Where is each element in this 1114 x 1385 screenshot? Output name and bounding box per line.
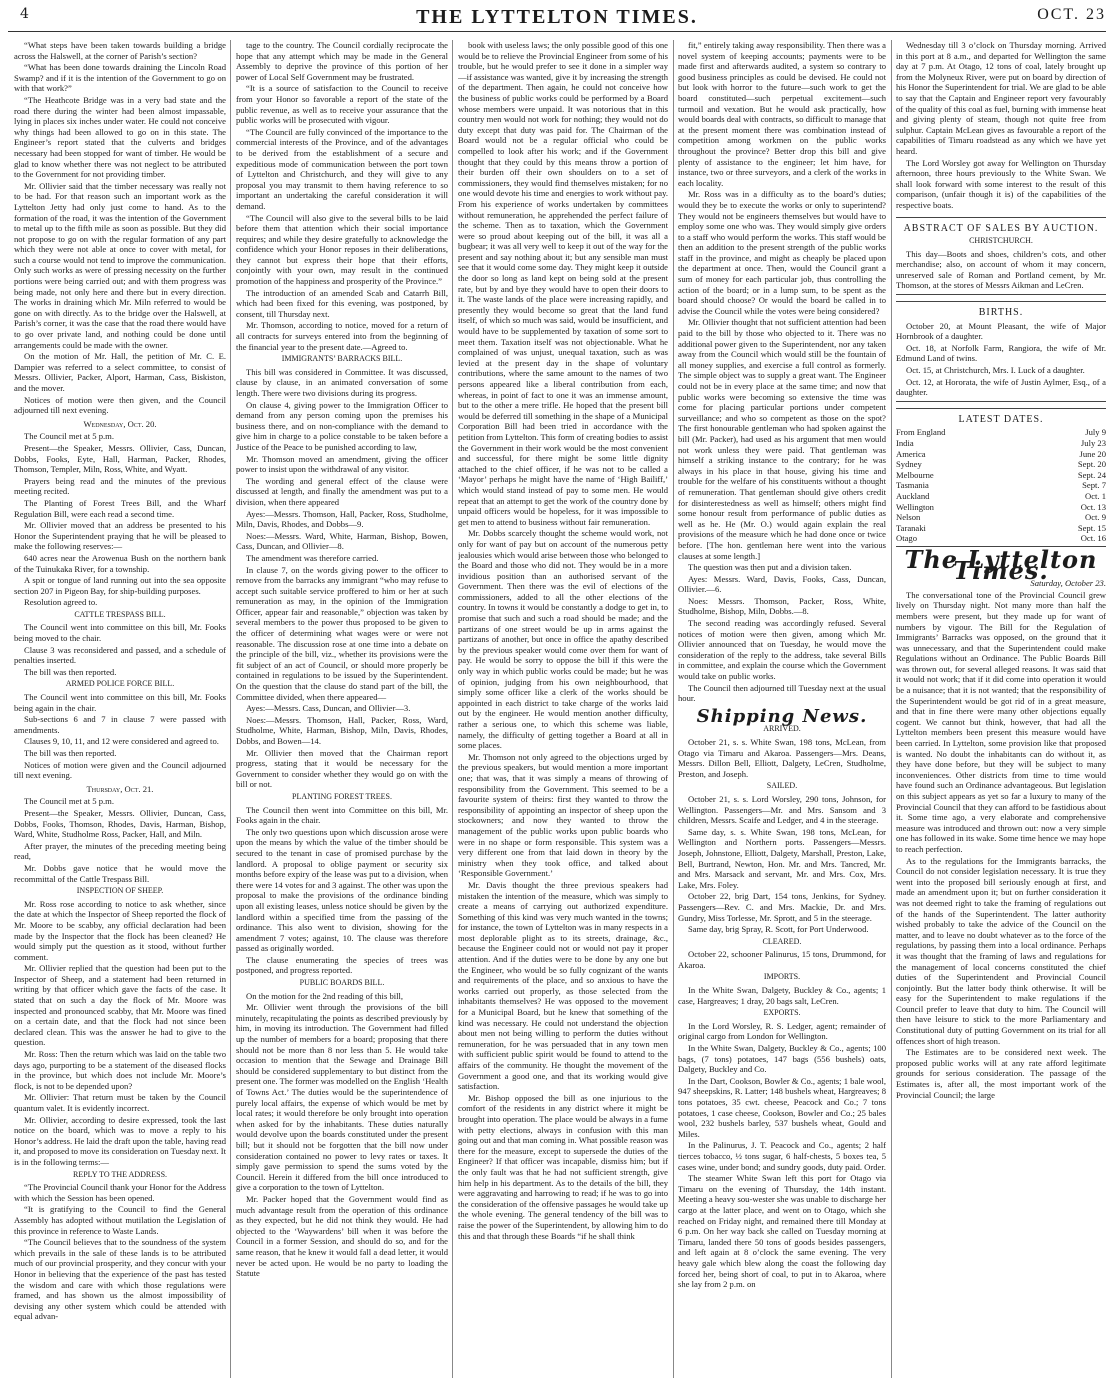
- date-row: [896, 512, 1106, 523]
- section-heading: LATEST DATES.: [958, 413, 1044, 425]
- date-row: [896, 449, 1106, 460]
- paragraph: The Council then adjourned till Tuesday next at the usual hour.: [678, 682, 886, 704]
- paragraph: Present—the Speaker, Messrs. Ollivier, Cass, Duncan, Dobbs, Fooks, Eyte, Hall, Harman, Packer, Rhodes, Thomson, Templer, Miln, Ross, White, and Wyatt.: [14, 442, 226, 475]
- paragraph: Mr. Packer hoped that the Government would find as much advantage result from the operation of this ordinance as they expected, but he did not think they would. He had objected to the ‘Waywardens’ bill when it was before the Council in a former Session, and should do so, and for the same reason, that he knew it would fall a dead letter, it would never be acted upon. He would be no party to loading the Statute: [236, 1193, 448, 1279]
- page-number: 4: [20, 6, 29, 22]
- paragraph: Noes:—Messrs. Thomson, Hall, Packer, Ross, Ward, Studholme, White, Harman, Bishop, Miln, Davis, Rhodes, Dobbs, and Bowen—14.: [236, 714, 448, 746]
- paragraph: The bill was then reported.: [24, 666, 117, 677]
- column-divider: [891, 40, 892, 1378]
- auction-box: [896, 217, 1106, 296]
- paragraph: tage to the country. The Council cordially reciprocate the hope that any attempt which may be made in the General Assembly to deprive the province of this portion of her power of Local Self Government may be frustrated.: [236, 40, 448, 82]
- paragraph: Mr. Dobbs scarcely thought the scheme would work, not only for want of pay but on account of the numerous petty jealousies which would arise between those who belonged to the Board and those who did not. They would be in a more invidious position than an authorised servant of the Government. Then there was the evil of elections of the commissioners, added to all the other elections of the country. In towns it would be constantly a dodge to get in, to promise that such and such a road should be made; and the partizans of one street would be up in arms against the partizans of another, but once in office the apathy described by the previous speaker would come over them for want of pay. He would be sorry to oppose the bill if this were the only way in which public works could be made; but he was of opinion, judging from his own neighbourhood, that simply some officer like a clerk of the works should be appointed in each district to take charge of the works laid out by the engineer. He would mention another difficulty, rather a serious one, to which this scheme was liable, namely, the difficulty of getting together a Board at all in some places.: [458, 528, 668, 751]
- date-place: Melbourne: [896, 469, 934, 480]
- paragraph: October 22, schooner Palinurus, 15 tons, Drummond, for Akaroa.: [678, 949, 886, 970]
- date-row: [896, 533, 1106, 544]
- paragraph: Same day, s. s. White Swan, 198 tons, McLean, for Wellington and Northern ports. Passengers—Messrs. Joseph, Johnstone, Elliott, Dalgety, Marshall, Preston, Lake, Bell, Burtrand, Newton, Hon. Mr. and Mrs. Tancred, Mr. and Mrs. Marsack and servant, Mr. and Mrs. Cox, Mrs. Lake, Mrs. Foley.: [678, 826, 886, 890]
- paragraph: Mr. Ollivier thought that not sufficient attention had been paid to the bill by those who objected to it. There was no additional power given to the Superintendent, nor any taken away from the Council which would still be the fountain of all money supplies, and exercise a full control as formerly. The simple object was to supply a great want. The Engineer could not be in every place at the same time; and now that public works were becoming so extensive the time was come for placing particular portions under competent surveillance; and who so competent as those on the spot? The first honourable gentleman who had spoken against the bill (Mr. Packer), had used as his argument that men would not work unless they were paid. That gentleman was himself a striking instance to the contrary; for he was always in his place in that house, giving his time and trouble for the welfare of his constituents without a thought of remuneration. That gentleman should give others credit for disinterestedness as well as himself; others might find some honour result from performance of public duties as well as he. He (Mr. O.) would again explain the real provisions of the measure which he had done once or twice before. [The hon. gentleman here went into the various clauses at some length.]: [678, 317, 886, 561]
- paragraph: A spit or tongue of land running out into the sea opposite section 207 in Pigeon Bay, for ship-building purposes.: [14, 575, 226, 596]
- date-row: [896, 523, 1106, 534]
- paragraph: The wording and general effect of the clause were discussed at length, and finally the amendment was put to a division, when there appeared: [236, 475, 448, 507]
- paragraph: The clause enumerating the species of trees was postponed, and progress reported.: [236, 954, 448, 976]
- date-place: Taranaki: [896, 522, 926, 533]
- paragraph: The Council went into committee on this bill, Mr. Fooks being again in the chair.: [14, 692, 226, 713]
- date-place: Wellington: [896, 501, 934, 512]
- paragraph: “The Heathcote Bridge was in a very bad state and the road there during the winter had been almost impassable, lying in places six inches under water. He could not conceive why things had been allowed to go on in this state. The Engineer’s report stated that the culverts and bridges necessary had been stopped for want of timber. He would be glad to know whether there was not neglect to be attributed to the Government for not providing timber.: [14, 94, 226, 180]
- section-heading: CHRISTCHURCH.: [969, 236, 1033, 246]
- section-heading: EXPORTS.: [763, 1008, 801, 1018]
- paragraph: Wednesday till 3 o’clock on Thursday morning. Arrived in this port at 8 a.m., and departed for Wellington the same day at 7 p.m. At Otago, 12 tons of coal, lately brought up from the Molyneux River, were put on board by direction of his Honor the Superintendent for trial. We are glad to be able to say that the Captain and Engineer report very favourably of the quality of this coal as fuel, burning with immense heat and giving plenty of steam, though not quite free from sulphur. Captain McLean gives as favourable a report of the capabilities of Timaru roadstead as any which we have yet heard.: [896, 40, 1106, 156]
- column-divider: [230, 40, 231, 1378]
- paragraph: Oct. 12, at Hororata, the wife of Justin Aylmer, Esq., of a daughter.: [896, 376, 1106, 398]
- paragraph: The conversational tone of the Provincial Council grew lively on Thursday night. Not many more than half the members were present, but they made up for want of numbers by vigour. The Bill for the Regulation of Immigrants’ Barracks was opposed, on the ground that it was unnecessary, and that the Superintendent could make Regulations without an Ordinance. The Public Boards Bill was thrown out, for several alleged reasons. It was said that it would not work; that if it did come into operation it would be a nuisance; that it is not wanted; that the responsibility of the Superintendent would be got rid of in a great measure, and that in fine there were many other objections equally cogent. We cannot but think, however, that had all the Lyttelton members been present this measure would have been carried. In Lyttelton, some provision like that proposed is wanted. No doubt the inhabitants can do without it, as they have done before, but they will be subject to many inconveniences. Other districts from time to time would have found such an Ordinance advantageous. But legislation on this subject appears as yet so far a luxury to many of the Provincial Council that they can afford to be fastidious about it. Some time ago, a very elaborate and comprehensive measure was introduced and thrown out: now a very simple one has followed in its wake. Some time hence we may hope to reach perfection.: [896, 589, 1106, 854]
- paragraph: The Lord Worsley got away for Wellington on Thursday afternoon, three hours previously to the White Swan. We shall look forward with some interest to the result of this comparison, (unfair though it is) of the capabilities of the respective boats.: [896, 157, 1106, 210]
- date-value: Oct. 16: [1080, 533, 1106, 544]
- paragraph: The Council met at 5 p.m.: [24, 431, 114, 442]
- paragraph: After prayer, the minutes of the preceding meeting being read,: [14, 840, 226, 862]
- date-value: Sept. 24: [1077, 469, 1106, 480]
- header-rule: [8, 31, 1106, 32]
- editorial-masthead: The Lyttelton Times.: [904, 544, 1098, 585]
- date-row: [896, 480, 1106, 491]
- section-heading: Thursday, Oct. 21.: [86, 783, 154, 794]
- column-3: [458, 40, 668, 1380]
- paragraph: “The Council are fully convinced of the importance to the commercial interests of the Province, and of the advantages to be derived from the establishment of a secure and expeditious mode of communication between the port town of Lyttelton and Christchurch, and they will give to any proposal you may transmit to them having reference to so important an undertaking the careful consideration it will demand.: [236, 126, 448, 211]
- date-place: India: [896, 438, 914, 448]
- paragraph: Oct. 15, at Christchurch, Mrs. I. Luck of a daughter.: [906, 365, 1085, 376]
- paragraph: The introduction of an amended Scab and Catarrh Bill, which had been fixed for this evening, was postponed, by consent, till Thursday next.: [236, 287, 448, 319]
- births-box: [896, 301, 1106, 402]
- col1-paras: [14, 40, 226, 416]
- paragraph: Mr. Ollivier went through the provisions of the bill minutely, recapitulating the points as described previously by him, in moving its introduction. The Government had filled up the number of members for a board; proposing that there should not be more than 8 nor less than 5. He would take occasion to mention that the Sewage and Drainage Bill should be considered supplementary to but distinct from the present one. The former was modelled on the English ‘Health of Towns Act.’ The duties would be the superintendence of purely local affairs, the expense of which would be met by local rates; it would therefore be only brought into operation when asked for by the inhabitants. These duties naturally would devolve upon the boards constituted under the present bill; but it should not be forgotten that the bill now under consideration contained no power to levy rates or taxes. It simply gave permission to spend the sums voted by the Council. Herein it differed from the bill once introduced to give a corporation to the town of Lyttelton.: [236, 1002, 448, 1193]
- paragraph: October 22, brig Dart, 154 tons, Jenkins, for Sydney. Passengers—Rev. C. and Mrs. Mackie, Dr. and Mrs. Gundry, Miss Torlesse, Mr. Sprott, and 5 in the steerage.: [678, 891, 886, 923]
- paragraph: Noes:—Messrs. Ward, White, Harman, Bishop, Bowen, Cass, Duncan, and Ollivier—8.: [236, 530, 448, 552]
- paragraph: “The Provincial Council thank your Honor for the Address with which the Session has been opened.: [14, 1182, 226, 1203]
- latest-dates-list: [896, 427, 1106, 544]
- section-heading: REPLY TO THE ADDRESS.: [72, 1169, 168, 1179]
- section-heading: ARRIVED.: [763, 724, 801, 734]
- paragraph: The bill was then reported.: [24, 748, 117, 758]
- newspaper-title: THE LYTTELTON TIMES.: [416, 6, 698, 28]
- paragraph: Noes: Messrs. Thomson, Packer, Ross, White, Studholme, Bishop, Miln, Dobbs.—8.: [678, 595, 886, 617]
- paragraph: “The Council believes that to the soundness of the system which prevails in the sale of these lands is to be attributed much of our provincial prosperity, and they concur with your Honor in believing that the experience of the past has tested the wisdom and care with which those regulations were framed, and has shown us the almost impossibility of devising any other system which could be attended with equal advan-: [14, 1237, 226, 1322]
- paragraph: “What has been done towards draining the Lincoln Road Swamp? and if it is the intention of the Government to go on with that work?”: [14, 62, 226, 94]
- section-heading: PLANTING FOREST TREES.: [292, 791, 392, 801]
- column-2: [236, 40, 448, 1380]
- date-value: Oct. 1: [1084, 490, 1106, 501]
- paragraph: Mr. Ross rose according to notice to ask whether, since the date at which the Inspector of Sheep reported the flock of Mr. Moore to be scabby, any official declaration had been made by the Inspector that the flock has been cleaned? He would simply put the question as it stood, without further comment.: [14, 898, 226, 962]
- paragraph: Ayes:—Messrs. Cass, Duncan, and Ollivier—3.: [246, 703, 411, 714]
- paragraph: “It is a source of satisfaction to the Council to receive from your Honor so favorable a report of the state of the public revenue, as well as to receive your assurance that the public works will be prosecuted with vigour.: [236, 83, 448, 126]
- section-heading: Wednesday, Oct. 20.: [83, 418, 157, 429]
- section-heading: CATTLE TRESPASS BILL.: [74, 609, 166, 619]
- paragraph: Resolution agreed to.: [24, 597, 98, 608]
- paragraph: Mr. Bishop opposed the bill as one injurious to the comfort of the residents in any district where it might be brought into operation. The place would be always in a fume with petty elections, always in confusion with this man going out and that man coming in. What possible reason was there for the measure, except to supersede the duties of the Engineer? If that officer was incapable, dismiss him; but if the only fault was that he had not sufficient strength, give him help in his department. As to the details of the bill, they were aggravating and harrowing to read; if he was to go into the consideration of the offensive passages he would take up the whole evening. The general tendency of the bill was to raise the power of the Superintendent, by allowing him to do this and that through these Boards “if he shall think: [458, 1092, 668, 1241]
- section-heading: BIRTHS.: [978, 307, 1024, 319]
- paragraph: Present—the Speaker, Messrs. Ollivier, Duncan, Cass, Dobbs, Fooks, Thomson, Rhodes, Davis, Harman, Bishop, Ward, White, Studholme Ross, Packer, Hall, and Miln.: [14, 807, 226, 840]
- paragraph: Mr. Ollivier, according to desire expressed, took the last notice on the board, which was to move a reply to his Honor’s address. He laid the draft upon the table, having read it, and proposed to move its consideration on Tuesday next. It is in the following terms:—: [14, 1114, 226, 1167]
- date-place: From England: [896, 427, 946, 438]
- paragraph: In the Dart, Cookson, Bowler & Co., agents; 1 bale wool, 947 sheepskins, R. Latter; 148 bushels wheat, Hargreaves; 8 tons potatoes, 35 cwt. cheese, Peacock and Co.; 7 tons potatoes, 1 case cheese, Cookson, Bowler and Co.; 25 bales wool, 232 bushels barley, 537 bushels wheat, Gould and Miles.: [678, 1075, 886, 1139]
- paragraph: Ayes:—Messrs. Thomson, Hall, Packer, Ross, Studholme, Miln, Davis, Rhodes, and Dobbs—9.: [236, 508, 448, 530]
- shipping-news-heading: Shipping News.: [696, 705, 868, 727]
- section-heading: IMMIGRANTS’ BARRACKS BILL.: [281, 354, 403, 364]
- date-value: Oct. 13: [1080, 501, 1106, 512]
- paragraph: The only two questions upon which discussion arose were upon the means by which the value of the timber should be secured to the tenant in case of promised purchase by the landlord. A proposal to oblige payment or security six months before expiry of the lease was put to a division, when there were 14 votes for and 3 against. The other was upon the proposal to make the provisions of the ordinance binding upon all existing leases, unless notice should be given by the landlord within a specified time from the passing of the ordinance. This also went to division, showing for the amendment 7 votes; against, 10. The clause was therefore passed as originally worded.: [236, 826, 448, 954]
- date-row: [896, 427, 1106, 438]
- date-place: Auckland: [896, 490, 930, 501]
- date-place: America: [896, 448, 926, 459]
- section-heading: INSPECTION OF SHEEP.: [76, 886, 164, 896]
- section-heading: ABSTRACT OF SALES BY AUCTION.: [903, 222, 1099, 234]
- paragraph: On the motion for the 2nd reading of this bill,: [246, 990, 404, 1001]
- paragraph: Clauses 9, 10, 11, and 12 were considered and agreed to.: [24, 736, 219, 747]
- paragraph: The amendment was therefore carried.: [246, 552, 379, 563]
- paragraph: Sub-sections 6 and 7 in clause 7 were passed with amendments.: [14, 714, 226, 735]
- date-value: Sept. 15: [1077, 522, 1106, 533]
- paragraph: This bill was considered in Committee. It was discussed, clause by clause, in an animated conversation of some length. There were two divisions during its progress.: [236, 366, 448, 398]
- paragraph: Mr. Dobbs gave notice that he would move the recommittal of the Cattle Trespass Bill.: [14, 862, 226, 884]
- column-divider: [673, 40, 674, 1378]
- paragraph: The steamer White Swan left this port for Otago via Timaru on the evening of Thursday, the 14th instant. Meeting a heavy sou-wester she was unable to discharge her cargo at the latter place, and went on to Otago, which she reached on Friday night, and remained there till Monday at 6 p.m. On her way back she called on Tuesday morning at Timaru, landed there 50 tons of goods besides passengers, and left again at 8 o’clock the same evening. The very heavy gale which blew along the coast the following day forced her, being short of coal, to put in to Akaroa, where she lay from 2 p.m. on: [678, 1173, 886, 1290]
- date-place: Tasmania: [896, 480, 929, 491]
- date-value: June 20: [1079, 448, 1106, 459]
- paragraph: Ayes: Messrs. Ward, Davis, Fooks, Cass, Duncan, Ollivier.—6.: [678, 573, 886, 595]
- date-place: Otago: [896, 533, 918, 544]
- paragraph: The second reading was accordingly refused. Several notices of motion were then given, among which Mr. Ollivier announced that on Tuesday, he would move the consideration of the reply to the address, take several Bills in committee, and explain the course which the Government would take on public works.: [678, 618, 886, 682]
- paragraph: Clause 3 was reconsidered and passed, and a schedule of penalties inserted.: [14, 644, 226, 666]
- column-5: [896, 40, 1106, 1380]
- issue-date: OCT. 23: [1037, 6, 1106, 23]
- column-4: [678, 40, 886, 1380]
- paragraph: “What steps have been taken towards building a bridge across the Halswell, at the corner of Parish’s section?: [14, 40, 226, 61]
- section-heading: PUBLIC BOARDS BILL.: [299, 978, 385, 988]
- paragraph: Mr. Thomson not only agreed to the objections urged by the previous speakers, but would mention a more important one; that was, that it was simply a means of throwing of responsibility from the Government. This seemed to be a favourite system of theirs: first they wanted to throw the responsibility of appointing an inspector of sheep upon the stockowners; and now they wanted to throw the management of the public works upon public boards who were in no shape or form responsible. This system was a very different one from that laid down in theory by the ministry when they took office, and talked about ‘Responsible Government.’: [458, 751, 668, 879]
- paragraph: The Planting of Forest Trees Bill, and the Wharf Regulation Bill, were each read a second time.: [14, 497, 226, 519]
- date-row: [896, 459, 1106, 470]
- column-divider: [452, 40, 453, 1378]
- section-heading: SAILED.: [766, 781, 798, 791]
- paragraph: This day—Boots and shoes, children’s cots, and other merchandise; also, on account of whom it may concern, unreserved sale of Roman and Portland cement, by Mr. Thomson, at the stores of Messrs Aikman and LeCren.: [896, 248, 1106, 291]
- date-value: July 23: [1080, 438, 1106, 448]
- paragraph: Same day, brig Spray, R. Scott, for Port Underwood.: [688, 924, 869, 935]
- paragraph: The Council went into committee on this bill, Mr. Fooks being moved to the chair.: [14, 622, 226, 644]
- paragraph: The Estimates are to be considered next week. The proposed public works will at any rate afford legitimate grounds for serious consideration. The passage of the Estimates is, after all, the most important work of the Provincial Council; the large: [896, 1047, 1106, 1100]
- paragraph: 640 acres near the Arowenua Bush on the northern bank of the Tuinukaka River, for a township.: [14, 552, 226, 574]
- paragraph: “It is gratifying to the Council to find the General Assembly has adopted without mutilation the Legislation of this province in reference to Waste Lands.: [14, 1204, 226, 1236]
- paragraph: book with useless laws; the only possible good of this one would be to relieve the Provincial Engineer from some of his trouble, but he would prefer to see it done in a simpler way—if assistance was wanted, give it by increasing the strength of the department. Then again, he could not conceive how the business of public works could be performed by a Board whose members were unpaid. It was notorious that in this country men would not work for nothing; they would not do duty except that duty was paid for. The Chairman of the Board would not be a regular official who could be compelled to look after his work; and if the Government thought that they could by this means throw a portion of their burden off their own shoulders on to a set of commissioners, they would find themselves mistaken; for no one would devote his time and energies to work without pay. From his experience of works undertaken by committees without remuneration, he apprehended the perfect failure of the scheme. Then as to taxation, which the Government were so proud about keeping out of the bill, it was all a bugbear; it was all very well to keep it out of the way for the present and say nothing about it; but any sensible man must see that it would come some day. They might keep it outside the door so long as land kept on being sold at the present rate, but by and bye they would have to open their doors to it. The waste lands of the place were increasing rapidly, and presently they would become so great that the land fund itself, of which so much was said, would be insufficient, and would have to be supplemented by taxation of some sort to meet them. Taxation itself was not objectionable. What he complained of was unjust, unequal taxation, such as was levied at the present day in the shape of voluntary contributions, where the same amount to the names of two persons appeared like a liberal contribution from each, whereas, in point of fact to one it was an immense amount, but to the other a mere trifle. He hoped that the present bill would be deferred till something in the shape of a Municipal Corporation Bill had been tried in accordance with the petition from Lyttelton. This form of creating bodies to assist the Government in their work would be the most convenient and successful, for there might be some little dignity attached to the chief officer, if he was not to be called a ‘Mayor’ perhaps he might have the name of ‘High Bailiff,’ which would stand instead of pay to some men. He would repeat that an attempt to get the work of the country done by unpaid officers would be hopeless, for it was impossible to get men to attend to business without fair remuneration.: [458, 40, 668, 527]
- paragraph: The Council met at 5 p.m.: [24, 796, 114, 807]
- paragraph: Mr. Davis thought the three previous speakers had mistaken the intention of the measure, which was simply to create a means of carrying out authorized expenditure. Something of this kind was very much wanted in the towns; for instance, the town of Lyttelton was in many respects in a most deplorable plight as to its streets, drainage, &c., because the Engineer could not or would not pay it proper attention. And if the duties were to be done by any one but the Engineer, who would be so fully cognizant of the wants and requirements of the place, and so anxious to have the works carried out properly, as those selected from the inhabitants themselves? He was opposed to the movement for a Municipal Board, but he knew that something of the kind was necessary. He could not understand the objection about men not being willing to perform the duties without remuneration, for he was persuaded that in any town men with sufficient public spirit would be found to attend to the affairs of the community. He thought the movement of the Government a good one, and that its working would give satisfaction.: [458, 879, 668, 1092]
- latest-dates-box: [896, 408, 1106, 547]
- date-row: [896, 491, 1106, 502]
- paragraph: On clause 4, giving power to the Immigration Officer to demand from any person coming upon the premises his business there, and on non-compliance with the demand to give him in charge to a police constable to be taken before a Justice of the Peace to be punished according to law,: [236, 399, 448, 452]
- section-heading: IMPORTS.: [763, 972, 801, 982]
- paragraph: Oct. 18, at Norfolk Farm, Rangiora, the wife of Mr. Edmund Land of twins.: [896, 342, 1106, 364]
- paragraph: Notices of motion were then given, and the Council adjourned till next evening.: [14, 394, 226, 416]
- date-value: Sept. 20: [1077, 459, 1106, 470]
- paragraph: October 21, s. s. White Swan, 198 tons, McLean, from Otago via Timaru and Akaroa. Passengers—Mrs. Deans, Messrs. Dillon Bell, Elliott, Dalgety, LeCren, Studholme, Preston, and Joseph.: [678, 737, 886, 779]
- section-heading: ARMED POLICE FORCE BILL.: [65, 679, 175, 689]
- paragraph: Mr. Thomson, according to notice, moved for a return of all contracts for surveys entered into from the beginning of the financial year to the present date.—Agreed to.: [236, 320, 448, 352]
- date-value: July 9: [1085, 427, 1106, 438]
- editorial-dateline: Saturday, October 23.: [1030, 578, 1106, 589]
- paragraph: Mr. Ollivier replied that the question had been put to the Inspector of Sheep, and a statement had been returned in writing by that officer which gave the facts of the case. It stated that on such a day the flock of Mr. Moore was inspected and pronounced scabby, that Mr. Moore was fined on a certain date, and that the flock had not since been declared clean. This was the answer he had to give to the question.: [14, 963, 226, 1048]
- paragraph: Mr. Ollivier then moved that the Chairman report progress, stating that it would be necessary for the Government to consider whether they would go on with the bill or not.: [236, 747, 448, 790]
- paragraph: Prayers being read and the minutes of the previous meeting recited.: [14, 475, 226, 497]
- paragraph: “The Council will also give to the several bills to be laid before them that attention which their social importance requires; and while they desire gratefully to acknowledge the confidence which your Honor reposes in their deliberations, they cannot but express their hope that their efforts, conjointly with your own, may result in the continued promotion of the happiness and prosperity of the Province.”: [236, 212, 448, 287]
- date-value: Oct. 9: [1084, 512, 1106, 523]
- paragraph: As to the regulations for the Immigrants barracks, the Council do not consider legislation necessary. It is true they went into the proposed bill seriously enough at first, and made an amendment upon it; but on further consideration it was not deemed right to take the framing of regulations out of the hands of the Superintendent. The latter authority wished probably to take the advice of the Council on the matter, and to leave no doubt whatever as to the force of the regulations, by passing them into a local ordinance. Perhaps it was thought that the framing of laws and regulations for the management of local concerns constituted the chief duties of the Superintendent and Provincial Council conjointly. But the latter body think otherwise. It will be easy for the Superintendent to make regulations if the Council prefer to leave that duty to him. The Council will then have leisure to stick to the more Parliamentary and Constitutional duty of putting Government on its trial for all offences short of high treason.: [896, 855, 1106, 1046]
- masthead: [0, 4, 1114, 34]
- date-place: Sydney: [896, 459, 922, 470]
- column-1: [14, 40, 226, 1380]
- paragraph: October 21, s. s. Lord Worsley, 290 tons, Johnson, for Wellington. Passengers—Mr. and Mrs. Sansom and 3 children, Messrs. Scaife and Ledger, and 4 in the steerage.: [678, 793, 886, 826]
- date-value: Sept. 7: [1082, 480, 1106, 491]
- paragraph: Notices of motion were given and the Council adjourned till next evening.: [14, 759, 226, 781]
- paragraph: Mr. Ross: Then the return which was laid on the table two days ago, purporting to be a statement of the diseased flocks in the province, but which does not include Mr. Moore’s flock, is not to be depended upon?: [14, 1049, 226, 1091]
- date-row: [896, 438, 1106, 449]
- paragraph: The Council then went into Committee on this bill, Mr. Fooks again in the chair.: [236, 804, 448, 826]
- date-place: Nelson: [896, 512, 921, 523]
- paragraph: In the Lord Worsley, R. S. Ledger, agent; remainder of original cargo from London for Wellington.: [678, 1020, 886, 1042]
- section-heading: CLEARED.: [762, 936, 802, 946]
- date-row: [896, 502, 1106, 513]
- paragraph: On the motion of Mr. Hall, the petition of Mr. C. E. Dampier was referred to a select committee, to consist of Messrs. Ollivier, Packer, Alport, Harman, Cass, Biskiston, and the mover.: [14, 351, 226, 393]
- paragraph: The question was then put and a division taken.: [688, 562, 852, 573]
- paragraph: Mr. Ollivier said that the timber necessary was really not to be had. For that reason such an important work as the Lyttelton Jetty had only just come to hand. As to the formation of the road, it was the intention of the Government to metal up to the fifth mile as soon as possible. But they did not propose to go on with the regular formation of any part which they were not able at once to cover with metal, for such a course would not tend to improve the communication. Only such works as were of pressing necessity on the further portions were being carried out; and with them progress was being made, not only here and there but in every direction. The works in draining which Mr. Miln referred to would be gone on with directly. As to the bridge over the Halswell, at Parish’s corner, it was the case that the road there would have to go over private land, and nothing could be done until arrangements could be made with the owner.: [14, 180, 226, 350]
- paragraph: fit,” entirely taking away responsibility. Then there was a novel system of keeping accounts; payments were to be made first and afterwards audited, a system so contrary to good business principles as could be devised. He could not but look with horror to the future—such work to get the board constituted—such perpetual excitement—such turmoil and vexation. But he would ask practically, how would boards deal with contracts, so difficult to manage that at the present moment there was combination instead of competition among workmen on the public works throughout the province? Better drop this bill and give plenty of assistance to the engineer; let him have, for instance, two or three surveyors, and a clerk of the works in each locality.: [678, 40, 886, 188]
- paragraph: Mr. Ollivier moved that an address be presented to his Honor the Superintendent praying that he will be pleased to make the following reserves:—: [14, 520, 226, 552]
- paragraph: October 20, at Mount Pleasant, the wife of Major Hornbrook of a daughter.: [896, 320, 1106, 342]
- paragraph: In the White Swan, Dalgety, Buckley & Co., agents; 100 bags, (7 tons) potatoes, 147 bags (556 bushels) oats, Dalgety, Buckley and Co.: [678, 1043, 886, 1075]
- paragraph: In the Palinurus, J. T. Peacock and Co., agents; 2 half tierces tobacco, ½ tons sugar, 6 half-chests, 5 boxes tea, 5 cases wine, under bond; and sundry goods, duty paid. Order.: [678, 1140, 886, 1172]
- paragraph: Mr. Ollivier: That return must be taken by the Council quantum valet. It is evidently incorrect.: [14, 1092, 226, 1113]
- paragraph: Mr. Thomson moved an amendment, giving the officer power to insist upon the withdrawal of any visitor.: [236, 453, 448, 475]
- paragraph: In the White Swan, Dalgety, Buckley & Co., agents; 1 case, Hargreaves; 1 dray, 20 bags salt, LeCren.: [678, 985, 886, 1006]
- paragraph: In clause 7, on the words giving power to the officer to remove from the barracks any immigrant “who may refuse to accept such suitable service proffered to him or her at such remuneration as may, in the opinion of the Immigration Officer, appear fair and reasonable,” objection was taken by several members to the power thus proposed to be given to the officer of determining what wages were or were not reasonable. The discussion rose at one time into a debate on the principle of the bill, viz., whether its provisions were the fit subject of an act of Council, or should more properly be contained in regulations to be issued by the Superintendent. On the question that the clause do stand part of the bill, the Committee divided, when there appeared—: [236, 564, 448, 702]
- date-row: [896, 470, 1106, 481]
- paragraph: Mr. Ross was in a difficulty as to the board’s duties; would they be to execute the works or only to superintend? They would not be engineers themselves but would have to employ some one who was. They would simply give orders to a staff who would perform the works. This staff would be then an addition to the present strength of the public works staff in the province, and might as cheaply be placed upon the department at once. Then, would the Council grant a sum of money for each particular job, thus controlling the action of the board; or in a lump sum, to be spent as the board should choose? Or would the board be called in to advise the Council while the votes were being considered?: [678, 189, 886, 316]
